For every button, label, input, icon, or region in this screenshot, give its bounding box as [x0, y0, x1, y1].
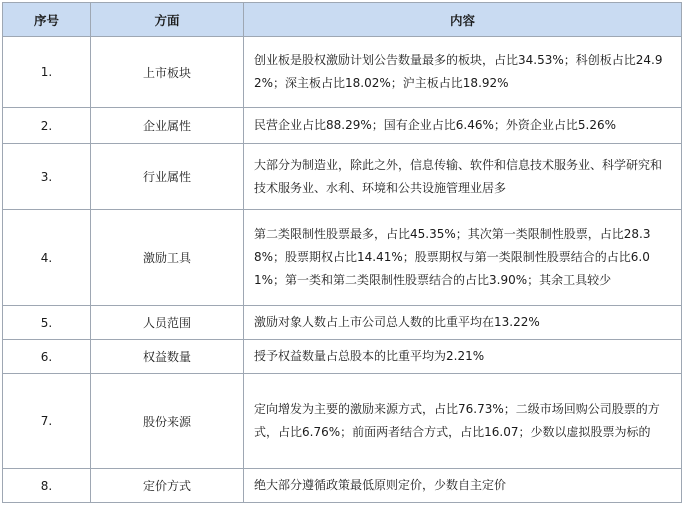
row-aspect: 股份来源: [91, 374, 244, 469]
table-row: [3, 306, 682, 340]
row-content: 民营企业占比88.29%；国有企业占比6.46%；外资企业占比5.26%: [244, 108, 682, 144]
row-content: 大部分为制造业，除此之外，信息传输、软件和信息技术服务业、科学研究和技术服务业、水利、环境和公共设施管理业居多: [244, 144, 682, 210]
table-row: [3, 340, 682, 374]
row-index: 5.: [3, 306, 91, 340]
header-index: 序号: [3, 3, 91, 37]
table-row: [3, 374, 682, 469]
header-aspect: 方面: [91, 3, 244, 37]
row-index: 1.: [3, 37, 91, 108]
row-aspect: 企业属性: [91, 108, 244, 144]
header-content: 内容: [244, 3, 682, 37]
row-content: 授予权益数量占总股本的比重平均为2.21%: [244, 340, 682, 374]
row-index: 7.: [3, 374, 91, 469]
table-row: [3, 108, 682, 144]
row-aspect: 权益数量: [91, 340, 244, 374]
summary-table: [2, 2, 682, 503]
row-aspect: 激励工具: [91, 210, 244, 306]
row-content: 绝大部分遵循政策最低原则定价，少数自主定价: [244, 469, 682, 503]
row-content: 定向增发为主要的激励来源方式，占比76.73%；二级市场回购公司股票的方式，占比6.76%；前面两者结合方式，占比16.07；少数以虚拟股票为标的: [244, 374, 682, 469]
row-index: 4.: [3, 210, 91, 306]
row-aspect: 人员范围: [91, 306, 244, 340]
table-row: [3, 469, 682, 503]
table-row: [3, 37, 682, 108]
row-aspect: 行业属性: [91, 144, 244, 210]
row-index: 3.: [3, 144, 91, 210]
row-index: 2.: [3, 108, 91, 144]
table-row: [3, 144, 682, 210]
row-index: 6.: [3, 340, 91, 374]
row-index: 8.: [3, 469, 91, 503]
table-row: [3, 210, 682, 306]
table-header-row: [3, 3, 682, 37]
row-aspect: 定价方式: [91, 469, 244, 503]
row-aspect: 上市板块: [91, 37, 244, 108]
row-content: 第二类限制性股票最多，占比45.35%；其次第一类限制性股票，占比28.38%；股票期权占比14.41%；股票期权与第一类限制性股票结合的占比6.01%；第一类和第二类限制性股票结合的占比3.90%；其余工具较少: [244, 210, 682, 306]
row-content: 激励对象人数占上市公司总人数的比重平均在13.22%: [244, 306, 682, 340]
row-content: 创业板是股权激励计划公告数量最多的板块，占比34.53%；科创板占比24.92%；深主板占比18.02%；沪主板占比18.92%: [244, 37, 682, 108]
